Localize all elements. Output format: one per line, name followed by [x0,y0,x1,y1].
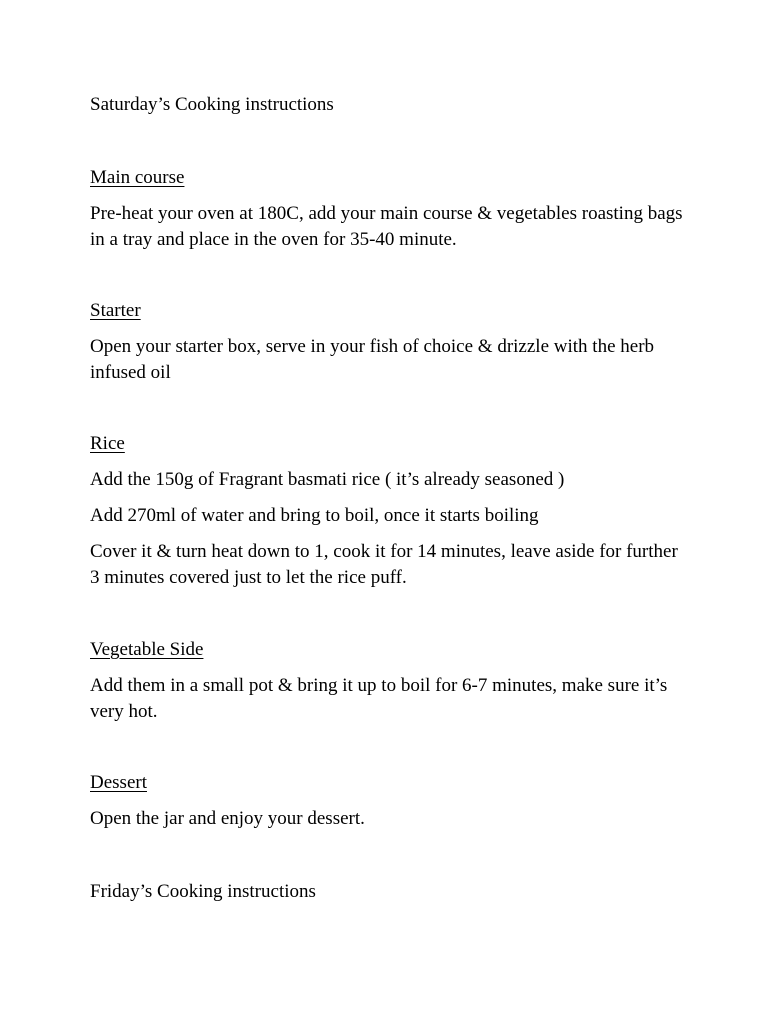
section-heading-dessert: Dessert [90,772,147,793]
rice-instruction-1: Add the 150g of Fragrant basmati rice ( it’s already seasoned ) [90,469,565,490]
section-heading-vegetable-side: Vegetable Side [90,639,204,660]
section-heading-starter: Starter [90,300,141,321]
dessert-instructions: Open the jar and enjoy your dessert. [90,808,365,829]
starter-instructions: Open your starter box, serve in your fish of choice & drizzle with the herb infused oil [90,336,655,383]
main-course-instructions: Pre-heat your oven at 180C, add your main course & vegetables roasting bags in a tray and place in the oven for 35-40 minute. [90,203,683,250]
rice-instruction-3: Cover it & turn heat down to 1, cook it for 14 minutes, leave aside for further 3 minutes covered just to let the rice puff. [90,541,678,588]
vegetable-side-instructions: Add them in a small pot & bring it up to boil for 6-7 minutes, make sure it’s very hot. [90,675,668,722]
page-title-friday: Friday’s Cooking instructions [90,881,316,902]
rice-instruction-2: Add 270ml of water and bring to boil, once it starts boiling [90,505,539,526]
section-heading-rice: Rice [90,433,125,454]
page-title-saturday: Saturday’s Cooking instructions [90,94,334,115]
section-heading-main-course: Main course [90,167,185,188]
